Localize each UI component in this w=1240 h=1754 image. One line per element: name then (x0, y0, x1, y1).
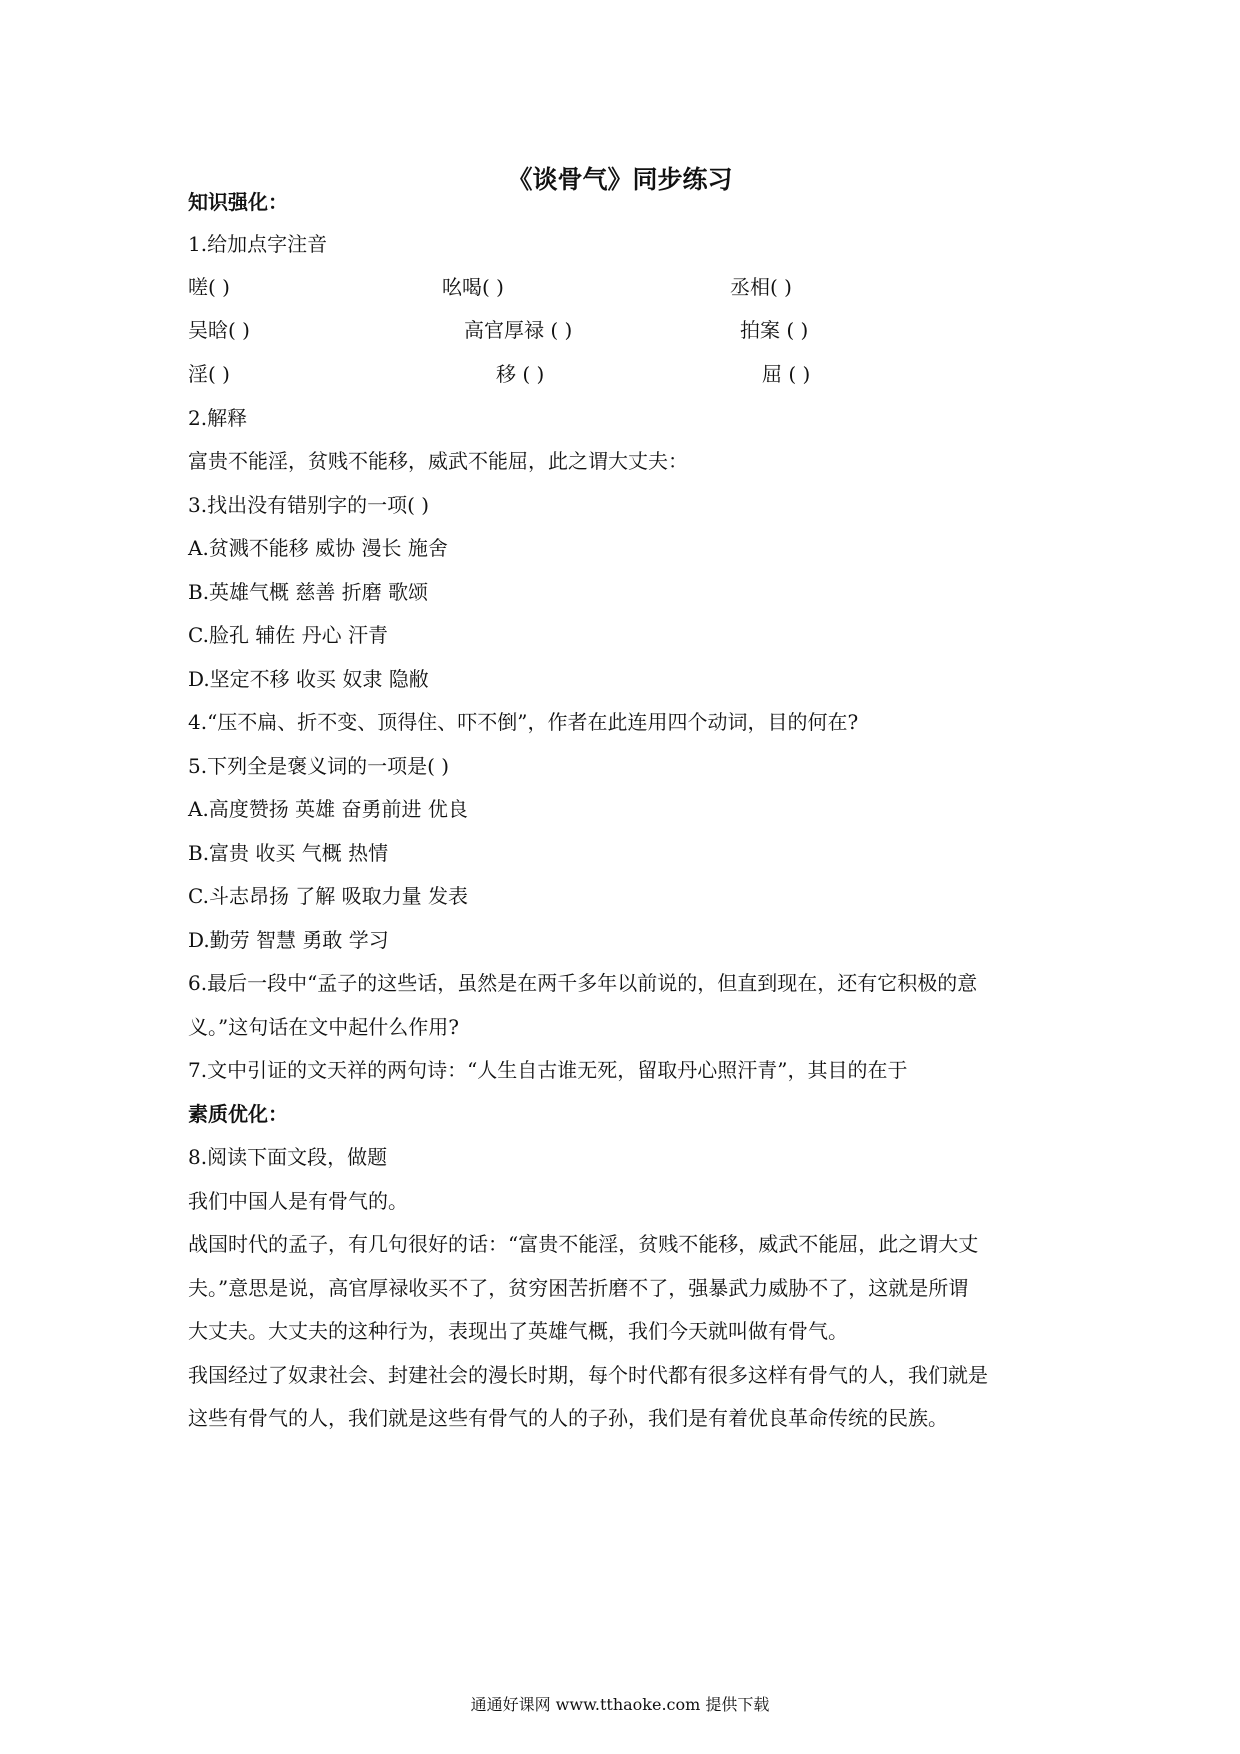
pinyin-row-1 (0, 273, 1240, 301)
question-2-stem: 2.解释 (188, 406, 248, 430)
question-1-stem: 1.给加点字注音 (188, 232, 328, 256)
pinyin-item: 吆喝( ) (442, 275, 504, 299)
pinyin-item: 移 ( ) (496, 362, 545, 386)
passage-paragraph-3-line-2: 这些有骨气的人，我们就是这些有骨气的人的子孙，我们是有着优良革命传统的民族。 (188, 1406, 948, 1430)
question-3-option-b: B.英雄气概 慈善 折磨 歌颂 (188, 580, 429, 604)
passage-paragraph-2-line-1: 战国时代的孟子，有几句很好的话：“富贵不能淫，贫贱不能移，威武不能屈，此之谓大丈 (188, 1232, 979, 1256)
passage-paragraph-2-line-2: 夫。”意思是说，高官厚禄收买不了，贫穷困苦折磨不了，强暴武力威胁不了，这就是所谓 (188, 1276, 969, 1300)
pinyin-item: 丞相( ) (730, 275, 792, 299)
question-5-option-d: D.勤劳 智慧 勇敢 学习 (188, 928, 389, 952)
pinyin-item: 屈 ( ) (762, 362, 811, 386)
question-3-stem: 3.找出没有错别字的一项( ) (188, 493, 430, 517)
pinyin-item: 高官厚禄 ( ) (464, 318, 573, 342)
pinyin-item: 拍案 ( ) (740, 318, 809, 342)
passage-paragraph-1: 我们中国人是有骨气的。 (188, 1189, 408, 1213)
section-heading-quality: 素质优化： (188, 1102, 288, 1126)
question-8-stem: 8.阅读下面文段，做题 (188, 1145, 388, 1169)
pinyin-item: 嗟( ) (188, 275, 230, 299)
passage-paragraph-2-line-3: 大丈夫。大丈夫的这种行为，表现出了英雄气概，我们今天就叫做有骨气。 (188, 1319, 848, 1343)
question-6-line-1: 6.最后一段中“孟子的这些话，虽然是在两千多年以前说的，但直到现在，还有它积极的意 (188, 971, 978, 995)
passage-paragraph-3-line-1: 我国经过了奴隶社会、封建社会的漫长时期，每个时代都有很多这样有骨气的人，我们就是 (188, 1363, 988, 1387)
question-3-option-d: D.坚定不移 收买 奴隶 隐敝 (188, 667, 429, 691)
page-footer: 通通好课网 www.tthaoke.com 提供下载 (470, 1695, 770, 1714)
section-heading-knowledge: 知识强化： (188, 190, 288, 214)
pinyin-row-2 (0, 316, 1240, 344)
question-5-option-a: A.高度赞扬 英雄 奋勇前进 优良 (188, 797, 468, 821)
pinyin-item: 吴晗( ) (188, 318, 250, 342)
pinyin-row-3 (0, 360, 1240, 388)
question-5-option-b: B.富贵 收买 气概 热情 (188, 841, 389, 865)
question-3-option-a: A.贫溅不能移 威协 漫长 施舍 (188, 536, 448, 560)
pinyin-item: 淫( ) (188, 362, 230, 386)
question-5-stem: 5.下列全是褒义词的一项是( ) (188, 754, 450, 778)
page-title: 《谈骨气》同步练习 (507, 165, 733, 194)
question-7: 7.文中引证的文天祥的两句诗：“人生自古谁无死，留取丹心照汗青”，其目的在于 (188, 1058, 908, 1082)
question-6-line-2: 义。”这句话在文中起什么作用? (188, 1015, 459, 1039)
question-5-option-c: C.斗志昂扬 了解 吸取力量 发表 (188, 884, 469, 908)
question-2-text: 富贵不能淫，贫贱不能移，威武不能屈，此之谓大丈夫： (188, 449, 688, 473)
question-3-option-c: C.脸孔 辅佐 丹心 汗青 (188, 623, 389, 647)
question-4: 4.“压不扁、折不变、顶得住、吓不倒”，作者在此连用四个动词，目的何在? (188, 710, 859, 734)
